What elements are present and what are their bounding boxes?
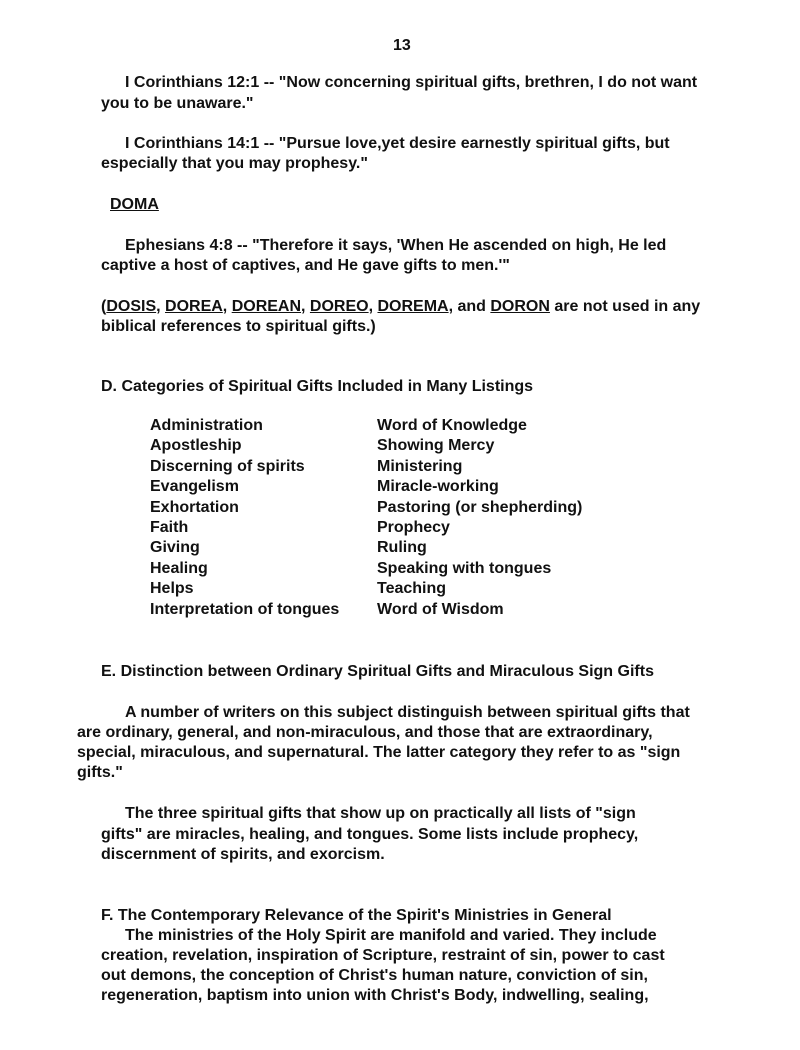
doma-heading: DOMA — [110, 196, 159, 213]
verse-line: I Corinthians 12:1 -- "Now concerning spiritual gifts, brethren, I do not want — [125, 74, 698, 91]
paragraph-line: creation, revelation, inspiration of Scripture, restraint of sin, power to cast — [101, 947, 665, 964]
list-item: Miracle-working — [377, 478, 499, 496]
paragraph-line: discernment of spirits, and exorcism. — [101, 846, 385, 863]
term-dorean: DOREAN — [231, 298, 302, 315]
list-item: Prophecy — [377, 518, 450, 536]
paragraph-line: are ordinary, general, and non-miraculous, and those that are extraordinary, — [77, 724, 653, 741]
note-separator: , — [156, 298, 166, 315]
note-separator: , and — [448, 298, 491, 315]
list-item: Evangelism — [150, 478, 239, 496]
list-item: Ministering — [377, 457, 463, 475]
page-number: 13 — [393, 37, 411, 54]
paragraph-line: gifts" are miracles, healing, and tongues. Some lists include prophecy, — [101, 826, 639, 843]
list-item: Healing — [150, 559, 208, 577]
verse-line: especially that you may prophesy." — [101, 155, 368, 172]
note-separator: , — [301, 298, 310, 315]
list-item: Helps — [150, 580, 194, 598]
list-item: Pastoring (or shepherding) — [377, 498, 583, 516]
term-dorema: DOREMA — [377, 298, 449, 315]
note-tail: are not used in any — [549, 298, 701, 315]
section-e-heading: E. Distinction between Ordinary Spiritual Gifts and Miraculous Sign Gifts — [101, 663, 654, 680]
verse-line: you to be unaware." — [101, 95, 254, 112]
list-item: Interpretation of tongues — [150, 600, 340, 618]
paragraph-line: special, miraculous, and supernatural. The latter category they refer to as "sign — [77, 744, 681, 761]
gift-list-right — [377, 416, 582, 620]
verse-line: Ephesians 4:8 -- "Therefore it says, 'When He ascended on high, He led — [125, 237, 667, 254]
note-open: ( — [101, 298, 107, 315]
list-item: Word of Knowledge — [377, 417, 527, 434]
paragraph-line: gifts." — [77, 764, 123, 781]
term-doron: DORON — [490, 298, 550, 315]
list-item: Giving — [150, 539, 200, 557]
list-item: Discerning of spirits — [150, 457, 305, 475]
list-item: Word of Wisdom — [377, 600, 504, 618]
list-item: Faith — [150, 518, 189, 536]
list-item: Administration — [150, 417, 263, 434]
term-doreo: DOREO — [309, 298, 369, 315]
verse-line: captive a host of captives, and He gave gifts to men.'" — [101, 257, 510, 274]
term-dosis: DOSIS — [106, 298, 157, 315]
paragraph-line: regeneration, baptism into union with Christ's Body, indwelling, sealing, — [101, 987, 649, 1004]
note-line-1 — [101, 297, 700, 317]
paragraph-line: out demons, the conception of Christ's human nature, conviction of sin, — [101, 967, 648, 984]
note-separator: , — [222, 298, 232, 315]
term-dorea: DOREA — [165, 298, 223, 315]
note-separator: , — [368, 298, 378, 315]
list-item: Exhortation — [150, 498, 239, 516]
list-item: Speaking with tongues — [377, 559, 552, 577]
list-item: Teaching — [377, 580, 447, 598]
section-f-heading: F. The Contemporary Relevance of the Spirit's Ministries in General — [101, 907, 612, 924]
paragraph-line: The ministries of the Holy Spirit are manifold and varied. They include — [125, 927, 657, 944]
verse-line: I Corinthians 14:1 -- "Pursue love,yet desire earnestly spiritual gifts, but — [125, 135, 670, 152]
paragraph-line: A number of writers on this subject distinguish between spiritual gifts that — [125, 704, 690, 721]
gift-list-left — [150, 416, 339, 620]
paragraph-line: The three spiritual gifts that show up on practically all lists of "sign — [125, 805, 636, 822]
section-d-heading: D. Categories of Spiritual Gifts Included in Many Listings — [101, 378, 534, 395]
list-item: Ruling — [377, 539, 427, 557]
list-item: Apostleship — [150, 437, 242, 455]
list-item: Showing Mercy — [377, 437, 495, 455]
note-line-2: biblical references to spiritual gifts.) — [101, 318, 376, 335]
